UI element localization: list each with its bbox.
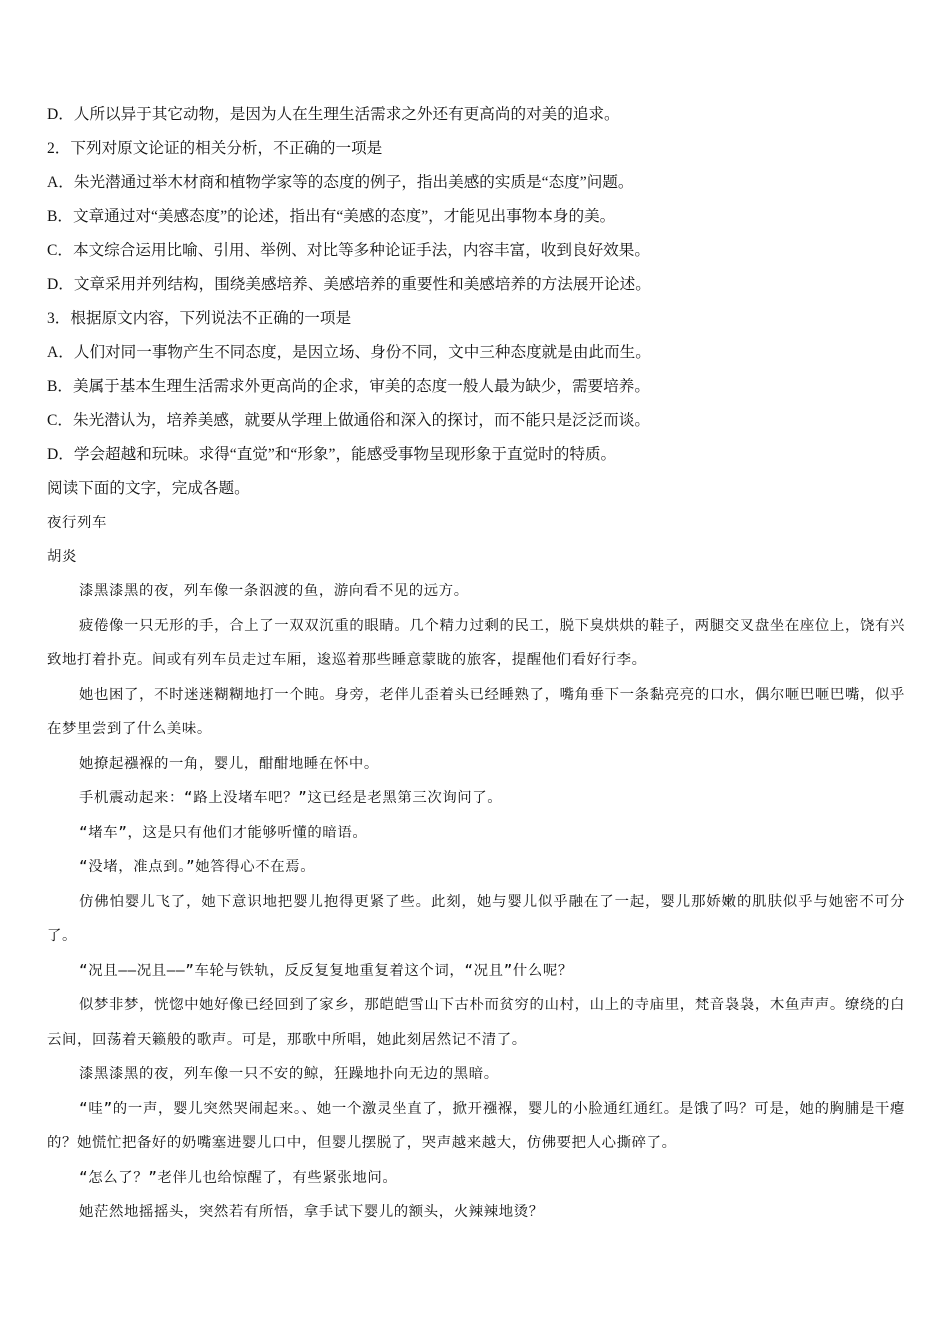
q1-option-d: D．人所以异于其它动物，是因为人在生理生活需求之外还有更高尚的对美的追求。 xyxy=(47,106,620,123)
story-paragraph: 手机震动起来：“路上没堵车吧？”这已经是老黑第三次询问了。 xyxy=(79,790,503,806)
q2-option-d: D．文章采用并列结构，围绕美感培养、美感培养的重要性和美感培养的方法展开论述。 xyxy=(47,276,651,293)
story-paragraph: “怎么了？”老伴儿也给惊醒了，有些紧张地问。 xyxy=(79,1169,398,1186)
q2-option-a: A．朱光潜通过举木材商和植物学家等的态度的例子，指出美感的实质是“态度”问题。 xyxy=(47,174,634,191)
q2-option-b: B．文章通过对“美感态度”的论述，指出有“美感的态度”，才能见出事物本身的美。 xyxy=(47,208,616,225)
q3-option-b: B．美属于基本生理生活需求外更高尚的企求，审美的态度一般人最为缺少，需要培养。 xyxy=(47,378,650,395)
story-author: 胡炎 xyxy=(47,549,77,565)
story-paragraph: “哇”的一声，婴儿突然哭闹起来。、她一个激灵坐直了，掀开襁褓，婴儿的小脸通红通红。是饿了吗？可是，她的胸脯是干瘪的？她慌忙把备好的奶嘴塞进婴儿口中，但婴儿摆脱了，哭声越来越大，仿佛要把人心撕碎了。 xyxy=(47,1100,905,1151)
document-page xyxy=(47,98,905,1230)
story-paragraph: “堵车”，这是只有他们才能够听懂的暗语。 xyxy=(79,824,368,841)
story-paragraph: 她撩起襁褓的一角，婴儿，酣酣地睡在怀中。 xyxy=(79,755,379,772)
story-body xyxy=(47,574,905,1230)
q3-option-a: A．人们对同一事物产生不同态度，是因立场、身份不同，文中三种态度就是由此而生。 xyxy=(47,344,651,361)
q2-stem: 2．下列对原文论证的相关分析，不正确的一项是 xyxy=(47,140,383,157)
story-paragraph: “况且——况且——”车轮与铁轨，反反复复地重复着这个词，“况且”什么呢？ xyxy=(79,962,573,979)
q3-option-c: C．朱光潜认为，培养美感，就要从学理上做通俗和深入的探讨，而不能只是泛泛而谈。 xyxy=(47,412,650,429)
story-paragraph: 疲倦像一只无形的手，合上了一双双沉重的眼睛。几个精力过剩的民工，脱下臭烘烘的鞋子，两腿交叉盘坐在座位上，饶有兴致地打着扑克。间或有列车员走过车厢，逡巡着那些睡意蒙眬的旅客，提醒他们看好行李。 xyxy=(47,617,905,668)
story-paragraph: “没堵，准点到。”她答得心不在焉。 xyxy=(79,859,316,875)
story-title: 夜行列车 xyxy=(47,515,107,531)
story-paragraph: 她茫然地摇摇头，突然若有所悟，拿手试下婴儿的额头，火辣辣地烫？ xyxy=(79,1204,544,1220)
story-paragraph: 她也困了，不时迷迷糊糊地打一个盹。身旁，老伴儿歪着头已经睡熟了，嘴角垂下一条黏亮亮的口水，偶尔咂巴咂巴嘴，似乎在梦里尝到了什么美味。 xyxy=(47,686,905,737)
story-paragraph: 似梦非梦，恍惚中她好像已经回到了家乡，那皑皑雪山下古朴而贫穷的山村，山上的寺庙里，梵音袅袅，木鱼声声。缭绕的白云间，回荡着天籁般的歌声。可是，那歌中所唱，她此刻居然记不清了。 xyxy=(47,997,905,1048)
q3-stem: 3．根据原文内容，下列说法不正确的一项是 xyxy=(47,310,352,327)
story-paragraph: 仿佛怕婴儿飞了，她下意识地把婴儿抱得更紧了些。此刻，她与婴儿似乎融在了一起，婴儿那娇嫩的肌肤似乎与她密不可分了。 xyxy=(47,893,905,944)
story-paragraph: 漆黑漆黑的夜，列车像一条泅渡的鱼，游向看不见的远方。 xyxy=(79,583,469,599)
story-paragraph: 漆黑漆黑的夜，列车像一只不安的鲸，狂躁地扑向无边的黑暗。 xyxy=(79,1066,499,1082)
q2-option-c: C．本文综合运用比喻、引用、举例、对比等多种论证手法，内容丰富，收到良好效果。 xyxy=(47,242,650,259)
reading-instruction: 阅读下面的文字，完成各题。 xyxy=(47,480,250,497)
q3-option-d: D．学会超越和玩味。求得“直觉”和“形象”，能感受事物呈现形象于直觉时的特质。 xyxy=(47,446,617,463)
